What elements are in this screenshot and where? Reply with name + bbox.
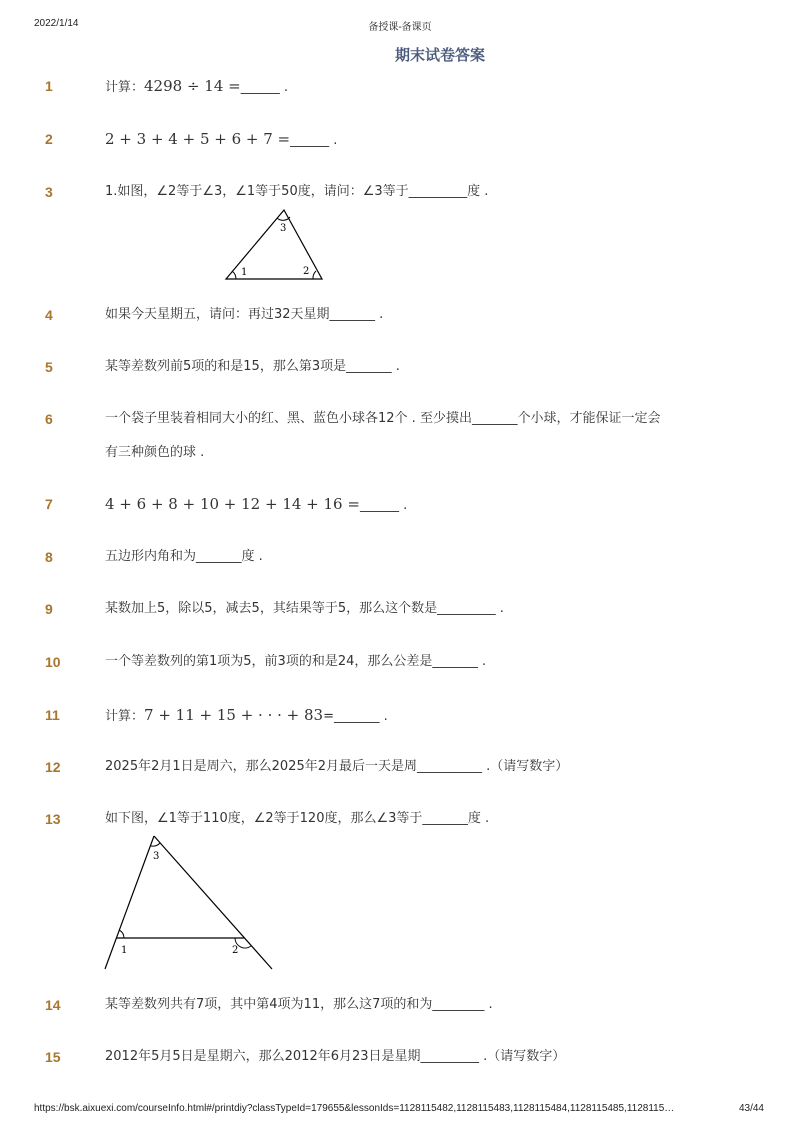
math-expression: 4 + 6 + 8 + 10 + 12 + 14 + 16 = (105, 495, 360, 513)
question-number: 14 (45, 997, 61, 1013)
print-footer-url: https://bsk.aixuexi.com/courseInfo.html#/printdiy?classTypeId=179655&lessonIds=1128115482,1128115483,1128115484,1128115485,1128115… (34, 1103, 675, 1114)
question-text (105, 645, 745, 679)
triangle-figure-q3 (222, 206, 326, 282)
question-number: 10 (45, 654, 61, 670)
question-text (105, 802, 745, 836)
angle-label-1: 1 (121, 945, 128, 956)
question-number: 6 (45, 411, 53, 427)
question-number: 8 (45, 549, 53, 565)
math-expression: 7 + 11 + 15 + · · · + 83 (144, 706, 324, 724)
question-text (105, 402, 745, 470)
angle-arc-1 (119, 930, 124, 938)
angle-arc-2 (313, 271, 316, 279)
question-text (105, 592, 745, 626)
question-text (105, 298, 745, 332)
question-number: 11 (45, 707, 60, 723)
question-text (105, 350, 745, 384)
question-line: 某等差数列前5项的和是15，那么第3项是_______ . (105, 359, 400, 374)
question-number: 13 (45, 811, 61, 827)
question-line: 1.如图，∠2等于∠3，∠1等于50度，请问：∠3等于_________度 . (105, 184, 489, 199)
print-header-title: 备授课-备课页 (368, 22, 432, 33)
question-text (105, 487, 745, 523)
question-number: 1 (45, 78, 53, 94)
answer-blank: ______ . (240, 80, 288, 95)
question-line: 如下图，∠1等于110度，∠2等于120度，那么∠3等于_______度 . (105, 811, 490, 826)
question-number: 2 (45, 131, 53, 147)
print-date: 2022/1/14 (34, 18, 79, 29)
question-line: 一个等差数列的第1项为5，前3项的和是24，那么公差是_______ . (105, 654, 487, 669)
question-text (105, 988, 745, 1022)
question-number: 7 (45, 496, 53, 512)
question-line: 某等差数列共有7项，其中第4项为11，那么这7项的和为________ . (105, 997, 493, 1012)
question-text (105, 540, 745, 574)
angle-label-1: 1 (241, 267, 248, 278)
question-text (105, 175, 745, 209)
question-text (105, 122, 745, 158)
angle-label-3: 3 (280, 223, 287, 234)
question-line: 一个袋子里装着相同大小的红、黑、蓝色小球各12个 . 至少摸出_______个小球，才能保证一定会 (105, 411, 661, 426)
answer-blank: =_______ . (323, 709, 388, 724)
question-line: 2012年5月5日是星期六，那么2012年6月23日是星期_________ .（请写数字） (105, 1049, 566, 1064)
angle-label-2: 2 (303, 266, 310, 277)
question-prefix: 计算： (105, 80, 145, 95)
question-text (105, 1040, 745, 1074)
question-line: 某数加上5，除以5，减去5，其结果等于5，那么这个数是_________ . (105, 601, 504, 616)
angle-label-3: 3 (153, 851, 160, 862)
angle-arc-3 (151, 843, 160, 846)
page-number: 43/44 (738, 1103, 764, 1114)
question-line: 五边形内角和为_______度 . (105, 549, 263, 564)
question-number: 15 (45, 1049, 61, 1065)
triangle-figure-q13 (102, 832, 278, 972)
angle-arc-1 (232, 271, 236, 279)
question-number: 9 (45, 601, 53, 617)
math-expression: 2 + 3 + 4 + 5 + 6 + 7 = (105, 130, 291, 148)
angle-label-2: 2 (232, 945, 239, 956)
question-line: 如果今天星期五，请问：再过32天星期_______ . (105, 307, 384, 322)
question-number: 3 (45, 184, 53, 200)
question-number: 4 (45, 307, 53, 323)
question-text (105, 750, 745, 784)
question-number: 12 (45, 759, 61, 775)
math-expression: 4298 ÷ 14 = (144, 77, 241, 95)
question-line: 2025年2月1日是周六，那么2025年2月最后一天是周__________ .（请写数字） (105, 759, 569, 774)
question-text (105, 698, 745, 734)
question-number: 5 (45, 359, 53, 375)
question-text (105, 69, 745, 105)
question-line: 有三种颜色的球 . (105, 445, 205, 460)
side-left (105, 836, 154, 969)
answer-blank: ______ . (359, 498, 408, 513)
side-right (154, 836, 272, 969)
answer-blank: ______ . (290, 133, 338, 148)
question-prefix: 计算： (105, 709, 145, 724)
page-title: 期末试卷答案 (394, 46, 485, 64)
